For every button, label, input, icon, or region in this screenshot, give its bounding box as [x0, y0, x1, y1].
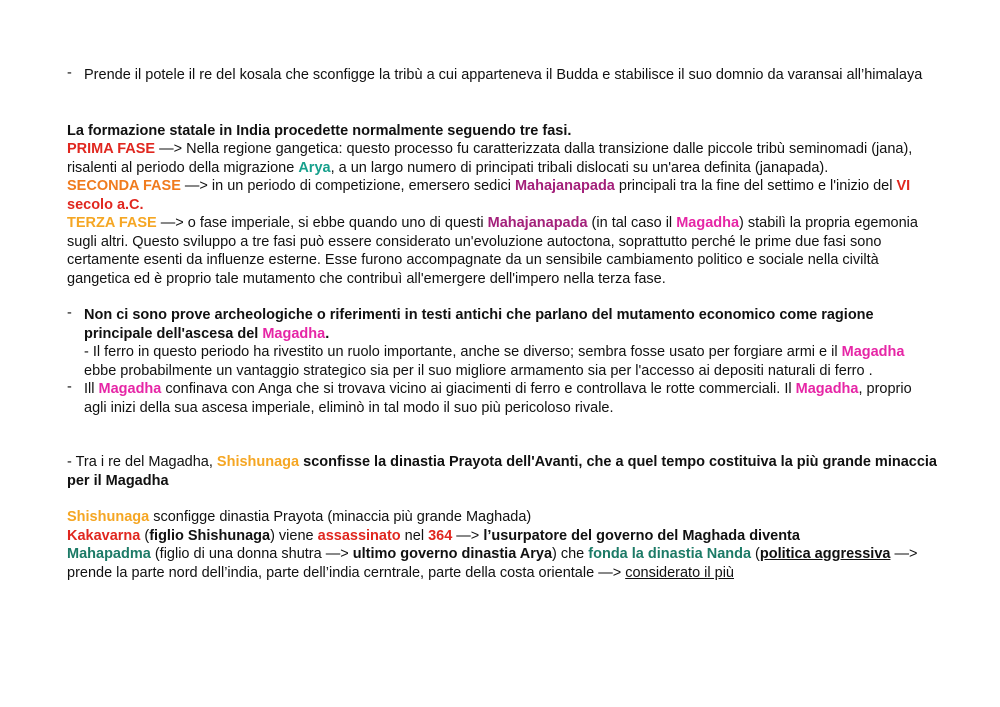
- prayota-text: sconfisse la dinastia Prayota dell'Avanti, che a quel tempo costituiva la più grande minaccia per il Magadha: [67, 454, 937, 489]
- summary-paragraph: [67, 527, 937, 583]
- bullet-text: Prende il potele il re del kosala che sconfigge la tribù a cui apparteneva il Budda e stabilisce il suo domnio da varansai all’himalaya: [84, 67, 923, 83]
- paren-text: (: [140, 527, 150, 544]
- year-term: 364: [428, 527, 453, 544]
- document-page: [67, 66, 937, 582]
- section-heading: La formazione statale in India procedette normalmente seguendo tre fasi.: [67, 122, 572, 139]
- nanda-term: fonda la dinastia Nanda: [588, 546, 752, 562]
- considerato-term: considerato il più: [625, 564, 735, 581]
- phase-three-paragraph: [67, 214, 937, 288]
- assassinato-term: assassinato: [317, 527, 401, 544]
- bullet-dash: -: [67, 65, 72, 81]
- bullet-dash: -: [67, 305, 72, 321]
- magadha-term: Magadha: [98, 381, 162, 397]
- bullet-archeology: [67, 306, 937, 380]
- arrow-text-2: —> prende la parte nord dell’india, parte dell’india cerntrale, parte della costa orientale —>: [67, 546, 918, 581]
- arrow-text: —>: [452, 527, 484, 544]
- paren-text-2: (: [751, 546, 760, 562]
- century-term: VI secolo a.C.: [67, 178, 911, 213]
- summary-line-1: [67, 508, 937, 527]
- shishunaga-term: Shishunaga: [216, 454, 300, 470]
- phase-three-text-2: (in tal caso il: [587, 215, 677, 231]
- figlio-donna-text: (figlio di una donna shutra —>: [150, 546, 353, 562]
- iron-text: - Il ferro in questo periodo ha rivestito un ruolo importante, anche se diverso; sembra fosse usato per forgiare armi e il: [84, 344, 842, 360]
- anga-pre: Ill: [84, 381, 99, 397]
- politica-term: politica aggressiva: [759, 546, 891, 562]
- viene-text: ) viene: [270, 527, 318, 544]
- arya-term: Arya: [298, 159, 331, 176]
- phase-two-paragraph: [67, 177, 937, 214]
- ultimo-term: ultimo governo dinastia Arya: [352, 546, 553, 562]
- phase-two-text-2: principali tra la fine del settimo e l'inizio del: [614, 178, 897, 194]
- che-text: ) che: [552, 546, 589, 562]
- phase-one-rest: , a un largo numero di principati tribali dislocati su un'area definita (janapada).: [330, 159, 829, 176]
- phase-two-label: SECONDA FASE: [67, 178, 181, 194]
- figlio-term: figlio Shishunaga: [149, 527, 271, 544]
- phase-three-text-3: ) stabilì la propria egemonia sugli altri. Questo sviluppo a tre fasi può essere considerato un'evoluzione autoctona, soprattutto perché le prime due fasi sono certamente esenti da influenze esterne. Esse furono accompagnate da un sensibile cambiamento politico e sociale nella civiltà gangetica ed è proprio tale mutamento che contribuì all'emergere dell'impero nella terza fase.: [67, 215, 918, 287]
- magadha-term: Magadha: [262, 325, 326, 342]
- shishunaga-term: Shishunaga: [67, 509, 150, 525]
- bullet-anga: [67, 380, 937, 417]
- mahajanapada-term-2: Mahajanapada: [487, 215, 588, 231]
- shishunaga-paragraph: [67, 453, 937, 490]
- bullet-bold-text: Non ci sono prove archeologiche o riferimenti in testi antichi che parlano del mutamento economico come ragione principale dell'ascesa del: [84, 307, 874, 342]
- bullet-bold-end: .: [325, 325, 330, 342]
- phase-one-paragraph: [67, 140, 937, 177]
- phase-three-label: TERZA FASE: [67, 215, 157, 231]
- usurpatore-term: l’usurpatore del governo del Maghada diventa: [483, 527, 800, 544]
- magadha-term-2: Magadha: [795, 381, 859, 397]
- magadha-term-2: Magadha: [841, 344, 905, 360]
- phase-two-text: —> in un periodo di competizione, emersero sedici: [180, 178, 515, 194]
- bullet-dash: -: [67, 379, 72, 395]
- nel-text: nel: [400, 527, 429, 544]
- kings-pre: - Tra i re del Magadha,: [67, 454, 217, 470]
- kakavarna-term: Kakavarna: [67, 527, 141, 544]
- phase-one-label: PRIMA FASE: [67, 141, 156, 157]
- bullet-kosala: [67, 66, 937, 85]
- summary-text-1: sconfigge dinastia Prayota (minaccia più grande Maghada): [149, 509, 532, 525]
- mahajanapada-term: Mahajanapada: [514, 178, 615, 194]
- phase-one-text: —> Nella regione gangetica: questo processo fu caratterizzata dalla transizione dalle piccole tribù seminomadi (jana), risalenti al periodo della migrazione: [67, 141, 913, 176]
- magadha-term: Magadha: [676, 215, 740, 231]
- anga-text: confinava con Anga che si trovava vicino ai giacimenti di ferro e controllava le rotte commerciali. Il: [161, 381, 796, 397]
- phase-three-text: —> o fase imperiale, si ebbe quando uno di questi: [156, 215, 488, 231]
- mahapadma-term: Mahapadma: [67, 546, 151, 562]
- iron-text-2: ebbe probabilmente un vantaggio strategico sia per il suo migliore armamento sia per l'accesso ai depositi naturali di ferro .: [84, 362, 873, 379]
- anga-text-2: , proprio agli inizi della sua ascesa imperiale, eliminò in tal modo il suo più pericoloso rivale.: [84, 381, 912, 416]
